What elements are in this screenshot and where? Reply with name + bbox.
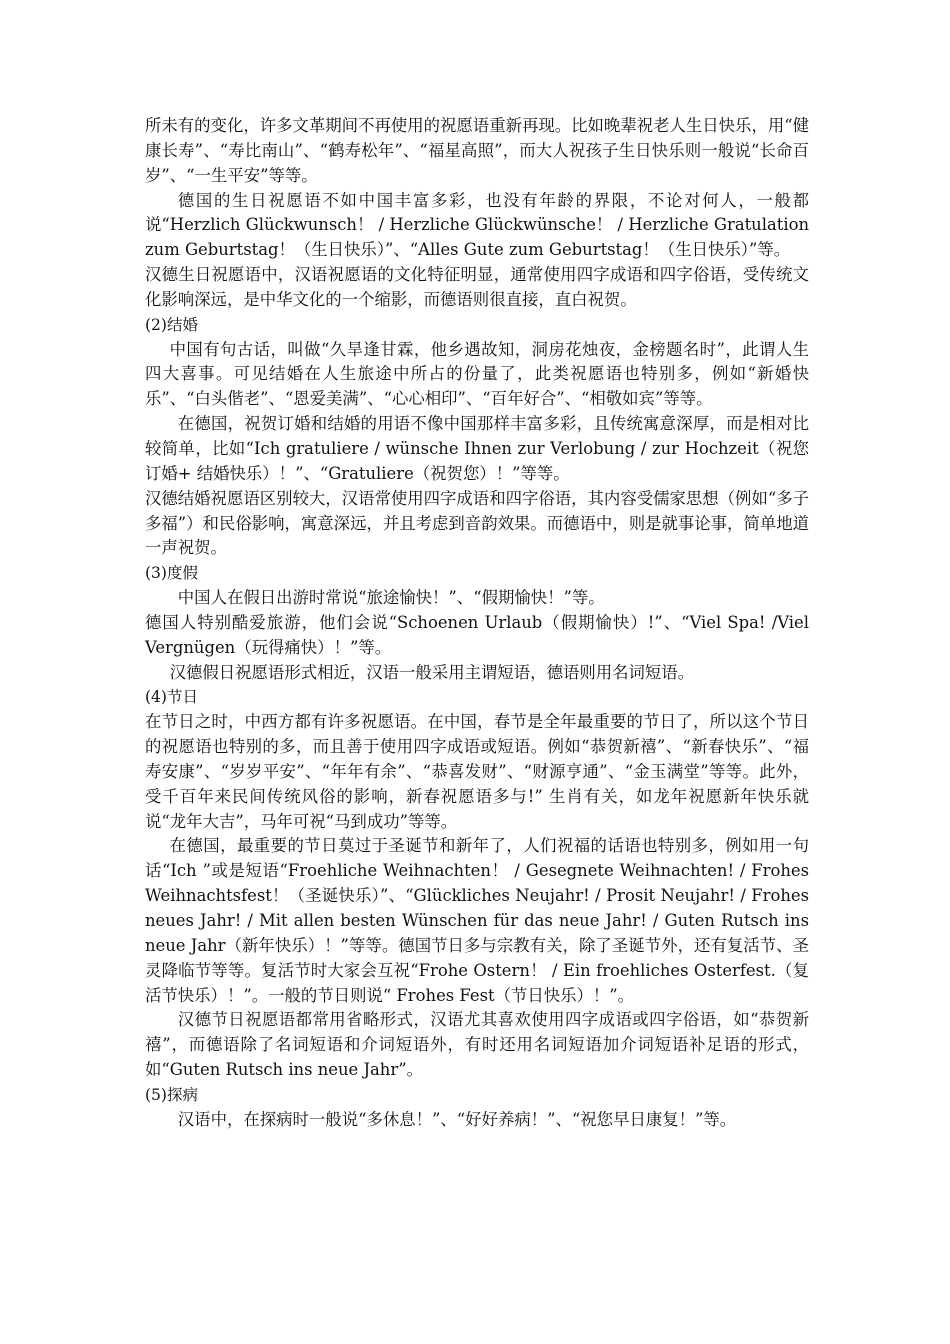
section-heading-visiting-sick: (5)探病 xyxy=(145,1085,198,1104)
paragraph-wedding-china: 中国有句古话，叫做“久旱逢甘霖，他乡遇故知，洞房花烛夜，金榜题名时”，此谓人生四大喜事。可见结婚在人生旅途中所占的份量了，此类祝愿语也特别多，例如“新婚快乐”、“白头偕老”、“恩爱美满”、“心心相印”、“百年好合”、“相敬如宾”等等。 xyxy=(145,339,809,409)
paragraph-birthday-germany: 德国的生日祝愿语不如中国丰富多彩，也没有年龄的界限，不论对何人，一般都说“Herzlich Glückwunsch！ / Herzliche Glückwünsche！ / Herzliche Gratulation zum Geburtstag！（生日快乐）”、“Alles Gute zum Geburtstag！（生日快乐）”等。 xyxy=(145,190,809,260)
paragraph-birthday-china: 所未有的变化，许多文革期间不再使用的祝愿语重新再现。比如晚辈祝老人生日快乐，用“健康长寿”、“寿比南山”、“鹤寿松年”、“福星高照”，而大人祝孩子生日快乐则一般说“长命百岁”、“一生平安”等等。 xyxy=(145,116,810,185)
paragraph-vacation-germany: 德国人特别酷爱旅游，他们会说“Schoenen Urlaub（假期愉快）!”、“Viel Spa! /Viel Vergnügen（玩得痛快）！”等。 xyxy=(145,612,809,657)
paragraph-birthday-summary: 汉德生日祝愿语中，汉语祝愿语的文化特征明显，通常使用四字成语和四字俗语，受传统文化影响深远，是中华文化的一个缩影，而德语则很直接，直白祝贺。 xyxy=(145,265,809,309)
paragraph-vacation-summary: 汉德假日祝愿语形式相近，汉语一般采用主谓短语，德语则用名词短语。 xyxy=(169,662,695,682)
paragraph-wedding-germany: 在德国，祝贺订婚和结婚的用语不像中国那样丰富多彩，且传统寓意深厚，而是相对比较简单，比如“Ich gratuliere / wünsche Ihnen zur Verlobung / zur Hochzeit（祝您订婚+ 结婚快乐）！”、“Gratuliere（祝贺您）！”等等。 xyxy=(145,414,809,483)
paragraph-festival-germany: 在德国，最重要的节日莫过于圣诞节和新年了，人们祝福的话语也特别多，例如用一句话“Ich ”或是短语“Froehliche Weihnachten！ / Gesegnete Weihnachten! / Frohes Weihnachtsfest！（圣诞快乐）”、“Glückliches Neujahr! / Prosit Neujahr! / Frohes neues Jahr! / Mit allen besten Wünschen für das neue Jahr! / Guten Rutsch ins neue Jahr（新年快乐）！”等等。德国节日多与宗教有关，除了圣诞节外，还有复活节、圣灵降临节等等。复活节时大家会互祝“Frohe Ostern！ / Ein froehliches Osterfest.（复活节快乐）！”。一般的节日则说“ Frohes Fest（节日快乐）！”。 xyxy=(145,836,809,1005)
paragraph-vacation-china: 中国人在假日出游时常说“旅途愉快！”、“假期愉快！”等。 xyxy=(177,588,605,608)
paragraph-wedding-summary: 汉德结婚祝愿语区别较大，汉语常使用四字成语和四字俗语，其内容受儒家思想（例如“多子多福”）和民俗影响，寓意深远，并且考虑到音韵效果。而德语中，则是就事论事，简单地道一声祝贺。 xyxy=(145,488,810,558)
section-heading-festival: (4)节日 xyxy=(145,688,198,707)
paragraph-festival-summary: 汉德节日祝愿语都常用省略形式，汉语尤其喜欢使用四字成语或四字俗语，如“恭贺新禧”，而德语除了名词短语和介词短语外，有时还用名词短语加介词短语补足语的形式，如“Guten Rutsch ins neue Jahr”。 xyxy=(145,1010,809,1080)
section-heading-wedding: (2)结婚 xyxy=(145,315,198,334)
paragraph-visiting-sick-china: 汉语中，在探病时一般说“多休息！”、“好好养病！”、“祝您早日康复！”等。 xyxy=(177,1109,737,1129)
section-heading-vacation: (3)度假 xyxy=(145,564,198,583)
document-body xyxy=(145,114,809,1133)
paragraph-festival-china: 在节日之时，中西方都有许多祝愿语。在中国，春节是全年最重要的节日了，所以这个节日的祝愿语也特别的多，而且善于使用四字成语或短语。例如“恭贺新禧”、“新春快乐”、“福寿安康”、“岁岁平安”、“年年有余”、“恭喜发财”、“财源亨通”、“金玉满堂”等等。此外，受千百年来民间传统风俗的影响，新春祝愿语多与!” 生肖有关，如龙年祝愿新年快乐就说“龙年大吉”，马年可祝“马到成功”等等。 xyxy=(145,712,809,831)
